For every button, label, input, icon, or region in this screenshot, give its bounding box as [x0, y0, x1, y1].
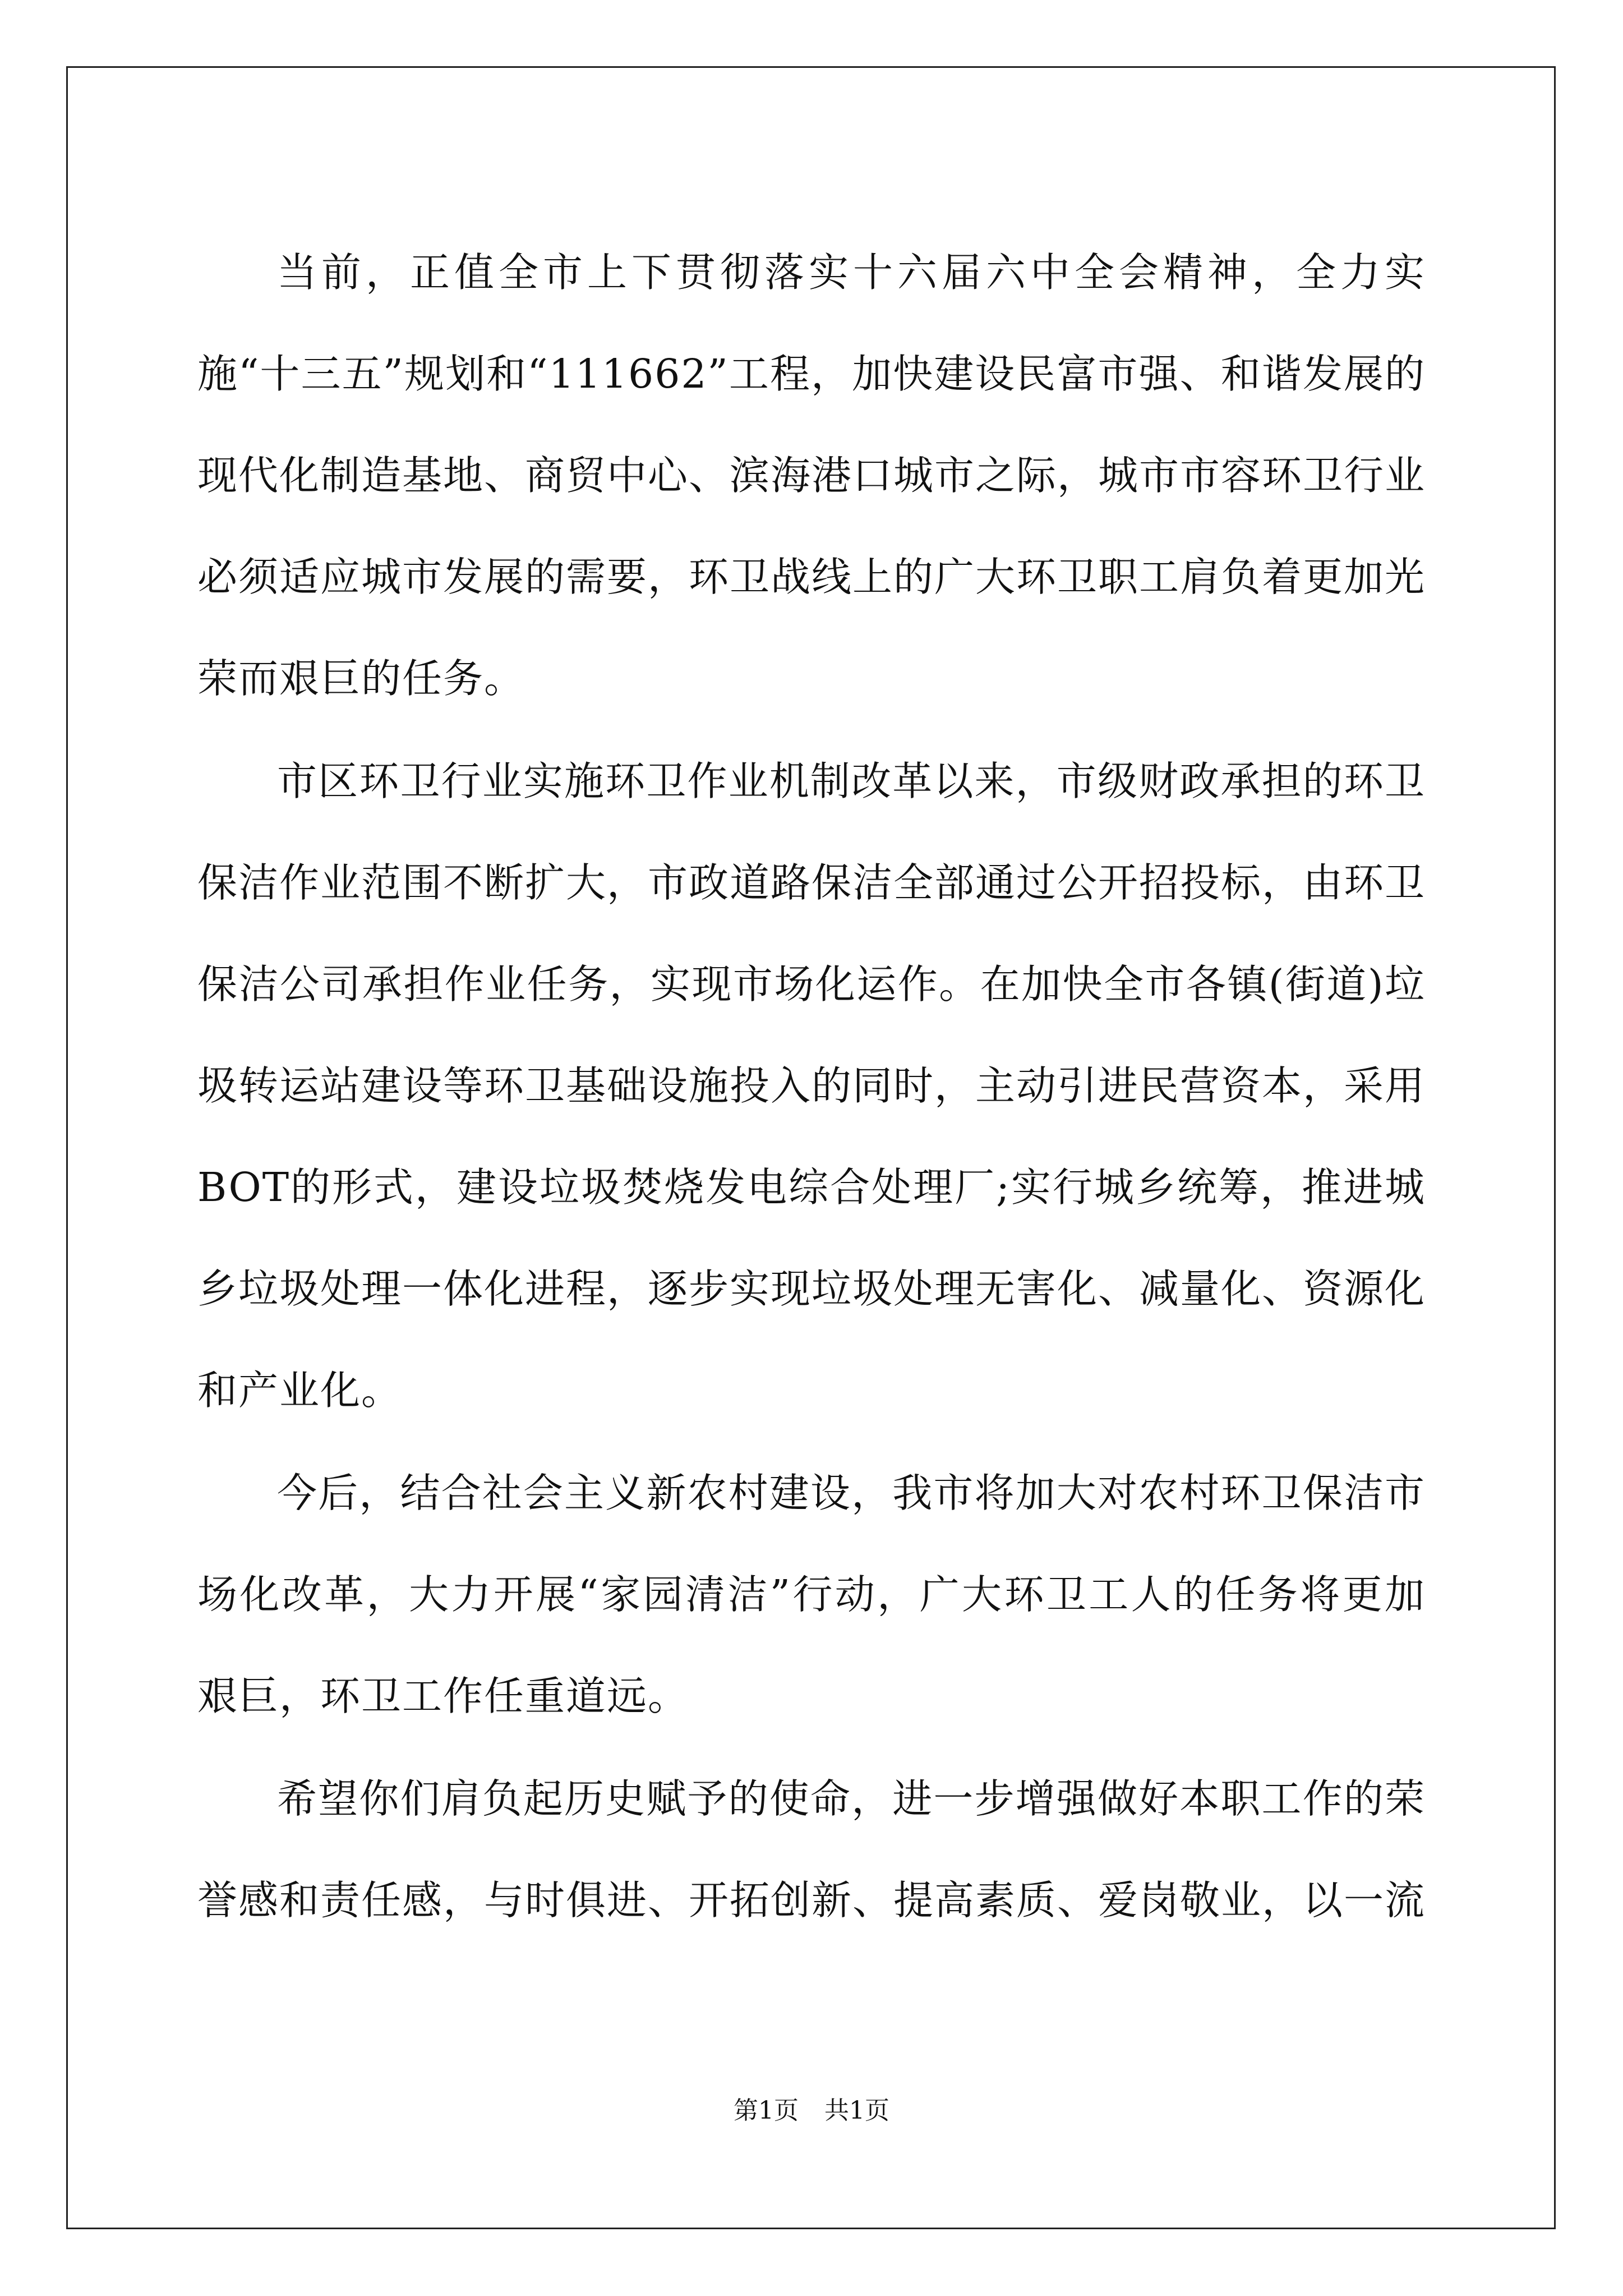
- paragraph-2: 市区环卫行业实施环卫作业机制改革以来，市级财政承担的环卫保洁作业范围不断扩大，市政道路保洁全部通过公开招投标，由环卫保洁公司承担作业任务，实现市场化运作。在加快全市各镇(街道)垃圾转运站建设等环卫基础设施投入的同时，主动引进民营资本，采用BOT的形式，建设垃圾焚烧发电综合处理厂;实行城乡统筹，推进城乡垃圾处理一体化进程，逐步实现垃圾处理无害化、减量化、资源化和产业化。: [197, 758, 1426, 1414]
- paragraph-1: 当前，正值全市上下贯彻落实十六届六中全会精神，全力实施“十三五”规划和“111662”工程，加快建设民富市强、和谐发展的现代化制造基地、商贸中心、滨海港口城市之际，城市市容环卫行业必须适应城市发展的需要，环卫战线上的广大环卫职工肩负着更加光荣而艰巨的任务。: [197, 249, 1426, 702]
- total-pages: 共1页: [824, 2096, 889, 2125]
- paragraph-3: 今后，结合社会主义新农村建设，我市将加大对农村环卫保洁市场化改革，大力开展“家园清洁”行动，广大环卫工人的任务将更加艰巨，环卫工作任重道远。: [197, 1470, 1426, 1719]
- paragraph-4: 希望你们肩负起历史赋予的使命，进一步增强做好本职工作的荣誉感和责任感，与时俱进、开拓创新、提高素质、爱岗敬业，以一流: [197, 1775, 1426, 1924]
- document-body: [197, 222, 1426, 1952]
- page-number: 第1页: [734, 2096, 799, 2125]
- page-footer: [0, 2094, 1623, 2128]
